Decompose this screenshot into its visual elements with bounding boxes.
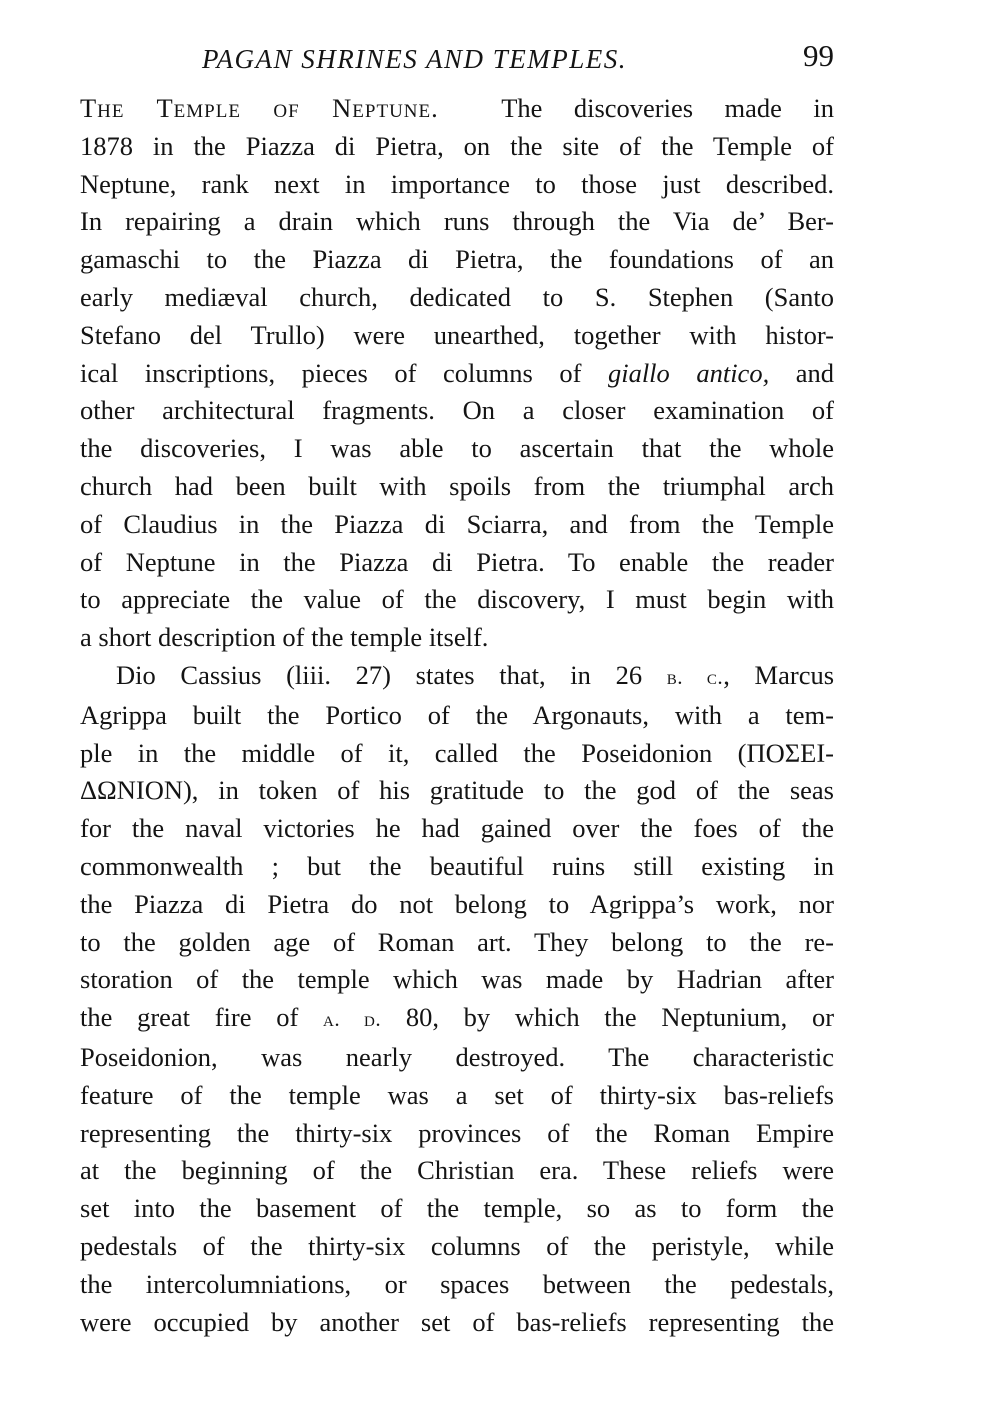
text-line: at the beginning of the Christian era. These reliefs were [80, 1155, 834, 1186]
text-line: ple in the middle of it, called the Poseidonion (ΠΟΣΕΙ- [80, 737, 834, 768]
text-line: early mediæval church, dedicated to S. Stephen (Santo [80, 281, 834, 312]
text-line: representing the thirty-six provinces of the Roman Empire [80, 1117, 834, 1148]
text-line: Poseidonion, was nearly destroyed. The characteristic [80, 1041, 834, 1072]
text-line: storation of the temple which was made by Hadrian after [80, 964, 834, 995]
text-line: commonwealth ; but the beautiful ruins still existing in [80, 850, 834, 881]
text-line: ΔΩΝΙΟΝ), in token of his gratitude to the god of the seas [80, 775, 834, 806]
text-line: the Piazza di Pietra do not belong to Agrippa’s work, nor [80, 888, 834, 919]
running-title: PAGAN SHRINES AND TEMPLES. [202, 44, 628, 74]
paragraph-dio-cassius [80, 657, 834, 1341]
era-abbreviation: a. d. [322, 1007, 382, 1032]
text-line: to the golden age of Roman art. They belong to the re- [80, 926, 834, 957]
section-heading: The Temple of Neptune. [80, 93, 439, 123]
text-line: the intercolumniations, or spaces between the pedestals, [80, 1268, 834, 1299]
text-line: other architectural fragments. On a closer examination of [80, 395, 834, 426]
paragraph-temple-of-neptune [80, 90, 834, 657]
text-line: gamaschi to the Piazza di Pietra, the foundations of an [80, 244, 834, 275]
text-line: to appreciate the value of the discovery, I must begin with [80, 584, 834, 615]
era-abbreviation: b. c. [666, 664, 724, 689]
text-line: a short description of the temple itself. [80, 622, 489, 653]
book-page [80, 38, 834, 1341]
italic-term: giallo antico, [607, 357, 770, 388]
text-line: Neptune, rank next in importance to those just described. [80, 168, 834, 199]
text-line: were occupied by another set of bas-reliefs representing the [80, 1306, 834, 1337]
running-head [80, 38, 834, 90]
text-line: Stefano del Trullo) were unearthed, together with histor- [80, 319, 834, 350]
text-line: Dio Cassius (liii. 27) states that, in 26 b. c., Marcus [116, 659, 835, 690]
text-line: ical inscriptions, pieces of columns of giallo antico, and [80, 357, 835, 388]
text-line: the great fire of a. d. 80, by which the Neptunium, or [80, 1002, 835, 1033]
text-line: the discoveries, I was able to ascertain that the whole [80, 433, 834, 464]
text-line: church had been built with spoils from the triumphal arch [80, 470, 834, 501]
text-line: pedestals of the thirty-six columns of the peristyle, while [80, 1230, 834, 1261]
text-line: set into the basement of the temple, so as to form the [80, 1193, 834, 1224]
text-line: The Temple of Neptune. The discoveries made in [80, 93, 834, 123]
text-line: 1878 in the Piazza di Pietra, on the site of the Temple of [80, 130, 834, 161]
text-line: for the naval victories he had gained over the foes of the [80, 813, 834, 844]
text-line: Agrippa built the Portico of the Argonauts, with a tem- [80, 699, 834, 730]
text-line: In repairing a drain which runs through the Via de’ Ber- [80, 206, 834, 237]
page-number: 99 [803, 38, 834, 73]
text-line: feature of the temple was a set of thirty-six bas-reliefs [80, 1079, 834, 1110]
text-line: of Neptune in the Piazza di Pietra. To enable the reader [80, 546, 834, 577]
text-line: of Claudius in the Piazza di Sciarra, and from the Temple [80, 508, 834, 539]
